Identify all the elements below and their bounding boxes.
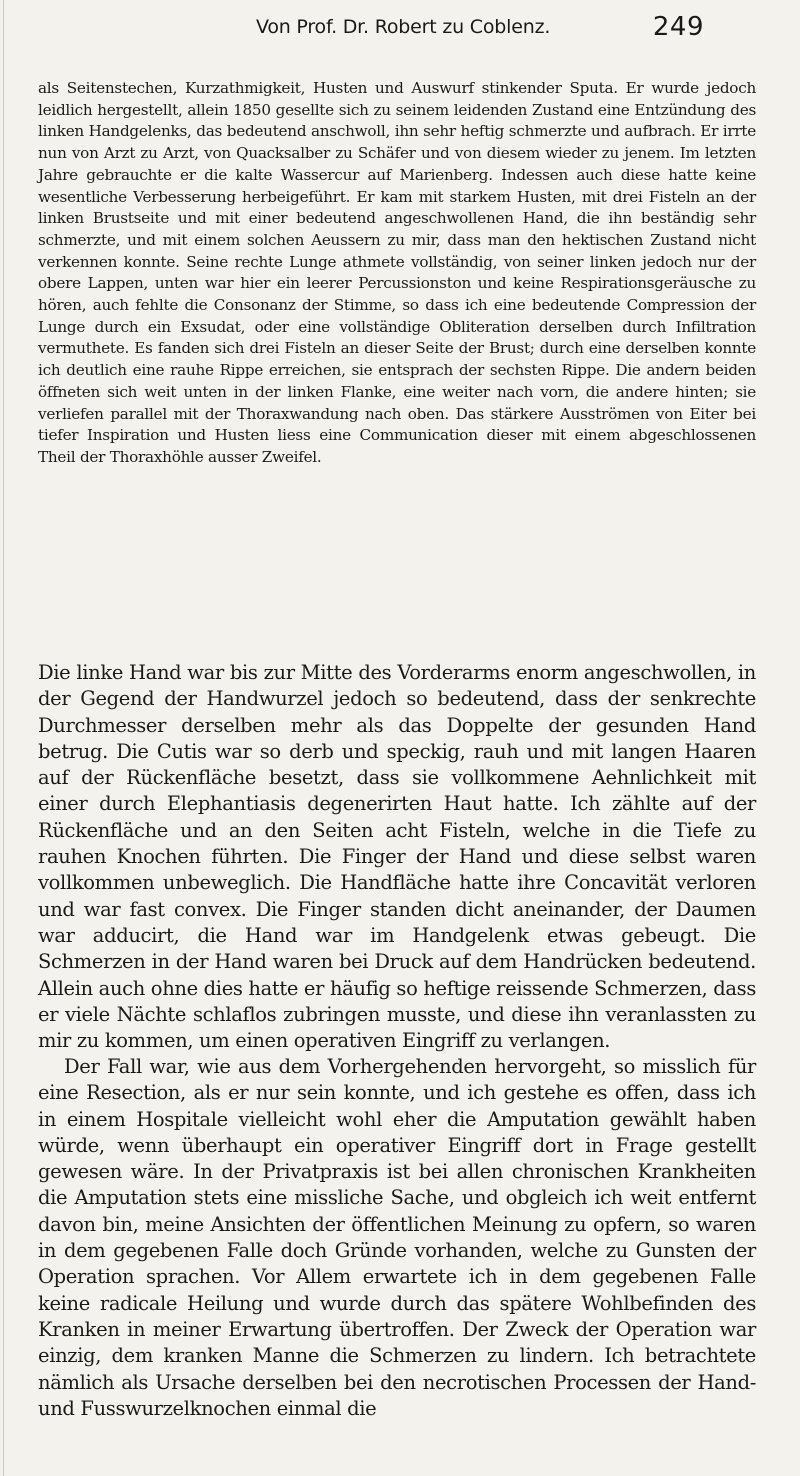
- running-head: Von Prof. Dr. Robert zu Coblenz.: [256, 16, 551, 38]
- paragraph-hand-description: Die linke Hand war bis zur Mitte des Vorderarms enorm angeschwollen, in der Gegend der Handwurzel jedoch so bedeutend, dass der senkrechte Durchmesser derselben mehr als das Doppelte der gesunden Hand betrug. Die Cutis war so derb und speckig, rauh und mit langen Haaren auf der Rückenfläche besetzt, dass sie vollkommene Aehnlichkeit mit einer durch Elephantiasis degenerirten Haut hatte. Ich zählte auf der Rückenfläche und an den Seiten acht Fisteln, welche in die Tiefe zu rauhen Knochen führten. Die Finger der Hand und diese selbst waren vollkommen unbeweglich. Die Handfläche hatte ihre Concavität verloren und war fast convex. Die Finger standen dicht aneinander, der Daumen war adducirt, die Hand war im Handgelenk etwas gebeugt. Die Schmerzen in der Hand waren bei Druck auf dem Handrücken bedeutend. Allein auch ohne dies hatte er häufig so heftige reissende Schmerzen, dass er viele Nächte schlaflos zubringen musste, und diese ihn veranlassten zu mir zu kommen, um einen operativen Eingriff zu verlangen.: [38, 661, 756, 1053]
- page-number: 249: [652, 12, 704, 42]
- paragraph-small-print: als Seitenstechen, Kurzathmigkeit, Husten und Auswurf stinkender Sputa. Er wurde jedoch leidlich hergestellt, allein 1850 gesellte sich zu seinem leidenden Zustand eine Entzündung des linken Handgelenks, das bedeutend anschwoll, ihn sehr heftig schmerzte und aufbrach. Er irrte nun von Arzt zu Arzt, von Quacksalber zu Schäfer und von diesem wieder zu jenem. Im letzten Jahre gebrauchte er die kalte Wassercur auf Marienberg. Indessen auch diese hatte keine wesentliche Verbesserung herbeigeführt. Er kam mit starkem Husten, mit drei Fisteln an der linken Brustseite und mit einer bedeutend angeschwollenen Hand, die ihn beständig sehr schmerzte, und mit einem solchen Aeussern zu mir, dass man den hektischen Zustand nicht verkennen konnte. Seine rechte Lunge athmete vollständig, von seiner linken jedoch nur der obere Lappen, unten war hier ein leerer Percussionston und keine Respirationsgeräusche zu hören, auch fehlte die Consonanz der Stimme, so dass ich eine bedeutende Compression der Lunge durch ein Exsudat, oder eine vollständige Obliteration derselben durch Infiltration vermuthete. Es fanden sich drei Fisteln an dieser Seite der Brust; durch eine derselben konnte ich deutlich eine rauhe Rippe erreichen, sie entsprach der sechsten Rippe. Die andern beiden öffneten sich weit unten in der linken Flanke, eine weiter nach vorn, die andere hinten; sie verliefen parallel mit der Thoraxwandung nach oben. Das stärkere Ausströmen von Eiter bei tiefer Inspiration und Husten liess eine Communication dieser mit einem abgeschlossenen Theil der Thoraxhöhle ausser Zweifel.: [38, 79, 756, 466]
- paragraph-resection-discussion: Der Fall war, wie aus dem Vorhergehenden hervorgeht, so misslich für eine Resection, als er nur sein konnte, und ich gestehe es offen, dass ich in einem Hospitale vielleicht wohl eher die Amputation gewählt haben würde, wenn überhaupt ein operativer Eingriff dort in Frage gestellt gewesen wäre. In der Privatpraxis ist bei allen chronischen Krankheiten die Amputation stets eine missliche Sache, und obgleich ich weit entfernt davon bin, meine Ansichten der öffentlichen Meinung zu opfern, so waren in dem gegebenen Falle doch Gründe vorhanden, welche zu Gunsten der Operation sprachen. Vor Allem erwartete ich in dem gegebenen Falle keine radicale Heilung und wurde durch das spätere Wohlbefinden des Kranken in meiner Erwartung übertroffen. Der Zweck der Operation war einzig, dem kranken Manne die Schmerzen zu lindern. Ich betrachtete nämlich als Ursache derselben bei den necrotischen Processen der Hand- und Fusswurzelknochen einmal die: [38, 1055, 756, 1420]
- page-edge-shadow: [3, 0, 4, 1476]
